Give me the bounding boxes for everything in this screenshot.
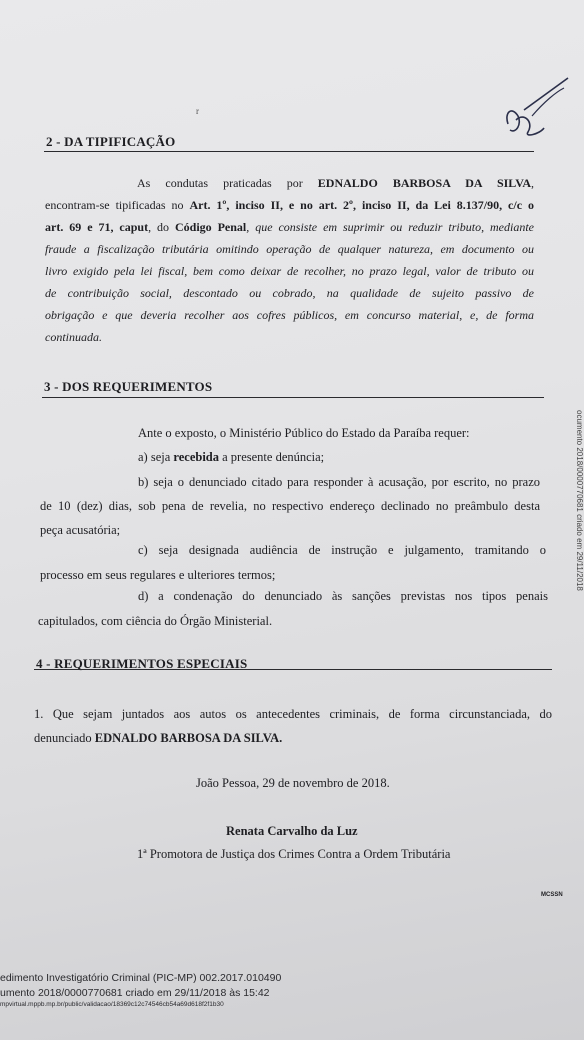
signer-role: 1ª Promotora de Justiça dos Crimes Contra a Ordem Tributária [137,847,451,861]
s3-item-b [40,470,540,542]
s3-intro: Ante o exposto, o Ministério Público do Estado da Paraíba requer: [138,426,470,440]
footer-line-3: mpvirtual.mppb.mp.br/public/validacao/18369c12c74546cb54a69d618f2f1b30 [0,1001,224,1008]
section-4-title: 4 - REQUERIMENTOS ESPECIAIS [36,656,248,671]
signer-name: Renata Carvalho da Luz [226,824,358,838]
s3-item-b-line-2: de 10 (dez) dias, sob pena de revelia, no respectivo endereço declinado no preâmbulo desta [40,499,540,513]
s2-line-2: encontram-se tipificadas no Art. 1º, inciso II, e no art. 2º, inciso II, da Lei 8.137/90, c/c o [45,198,534,212]
s3-item-b-line-1: b) seja o denunciado citado para responder à acusação, por escrito, no prazo [138,475,540,489]
section-2-title: 2 - DA TIPIFICAÇÃO [46,134,176,149]
handwritten-rubric [498,72,578,142]
section-2-paragraph [45,172,534,348]
initials: MCSSN [541,892,563,898]
footer-line-1: edimento Investigatório Criminal (PIC-MP) 002.2017.010490 [0,972,282,984]
s3-item-c-line-1: c) seja designada audiência de instrução e julgamento, tramitando o [138,543,546,557]
s3-item-a: a) seja recebida a presente denúncia; [138,450,325,464]
s2-line-6: de contribuição social, descontado ou cobrado, na qualidade de sujeito passivo de [45,286,534,300]
s2-line-4: fraude a fiscalização tributária omitindo operação de qualquer natureza, em documento ou [45,242,534,256]
stray-mark: r [196,106,199,116]
s2-line-7: obrigação e que deveria recolher aos cofres públicos, em concurso material, e, de forma [45,308,534,322]
s3-item-d-line-1: d) a condenação do denunciado às sanções previstas nos tipos penais [138,589,548,603]
s3-item-d-line-2: capitulados, com ciência do Órgão Ministerial. [38,614,273,628]
s3-item-c [40,538,546,588]
s4-item-1-line-1: 1. Que sejam juntados aos autos os antecedentes criminais, de forma circunstanciada, do [34,707,552,721]
s2-line-5: livro exigido pela lei fiscal, bem como deixar de recolher, no prazo legal, valor de tributo ou [45,264,534,278]
s4-item-1-line-2: denunciado EDNALDO BARBOSA DA SILVA. [34,731,283,745]
place-date: João Pessoa, 29 de novembro de 2018. [196,776,390,790]
section-3-rule [42,397,544,398]
s2-line-3: art. 69 e 71, caput, do Código Penal, que consiste em suprimir ou reduzir tributo, mediante [45,220,534,234]
section-4-rule [34,669,552,670]
section-2-rule [44,151,534,152]
margin-stamp: ocumento 2018/0000770681 criado em 29/11/2018 [575,410,584,591]
s2-line-1: As condutas praticadas por EDNALDO BARBOSA DA SILVA, [137,176,534,190]
s2-line-8: continuada. [45,330,102,344]
section-3-title: 3 - DOS REQUERIMENTOS [44,379,213,394]
footer-line-2: umento 2018/0000770681 criado em 29/11/2018 às 15:42 [0,987,270,999]
s3-item-d [38,584,548,634]
s3-item-b-line-3: peça acusatória; [40,523,121,537]
s3-item-c-line-2: processo em seus regulares e ulteriores termos; [40,568,276,582]
s4-item-1 [34,702,552,750]
